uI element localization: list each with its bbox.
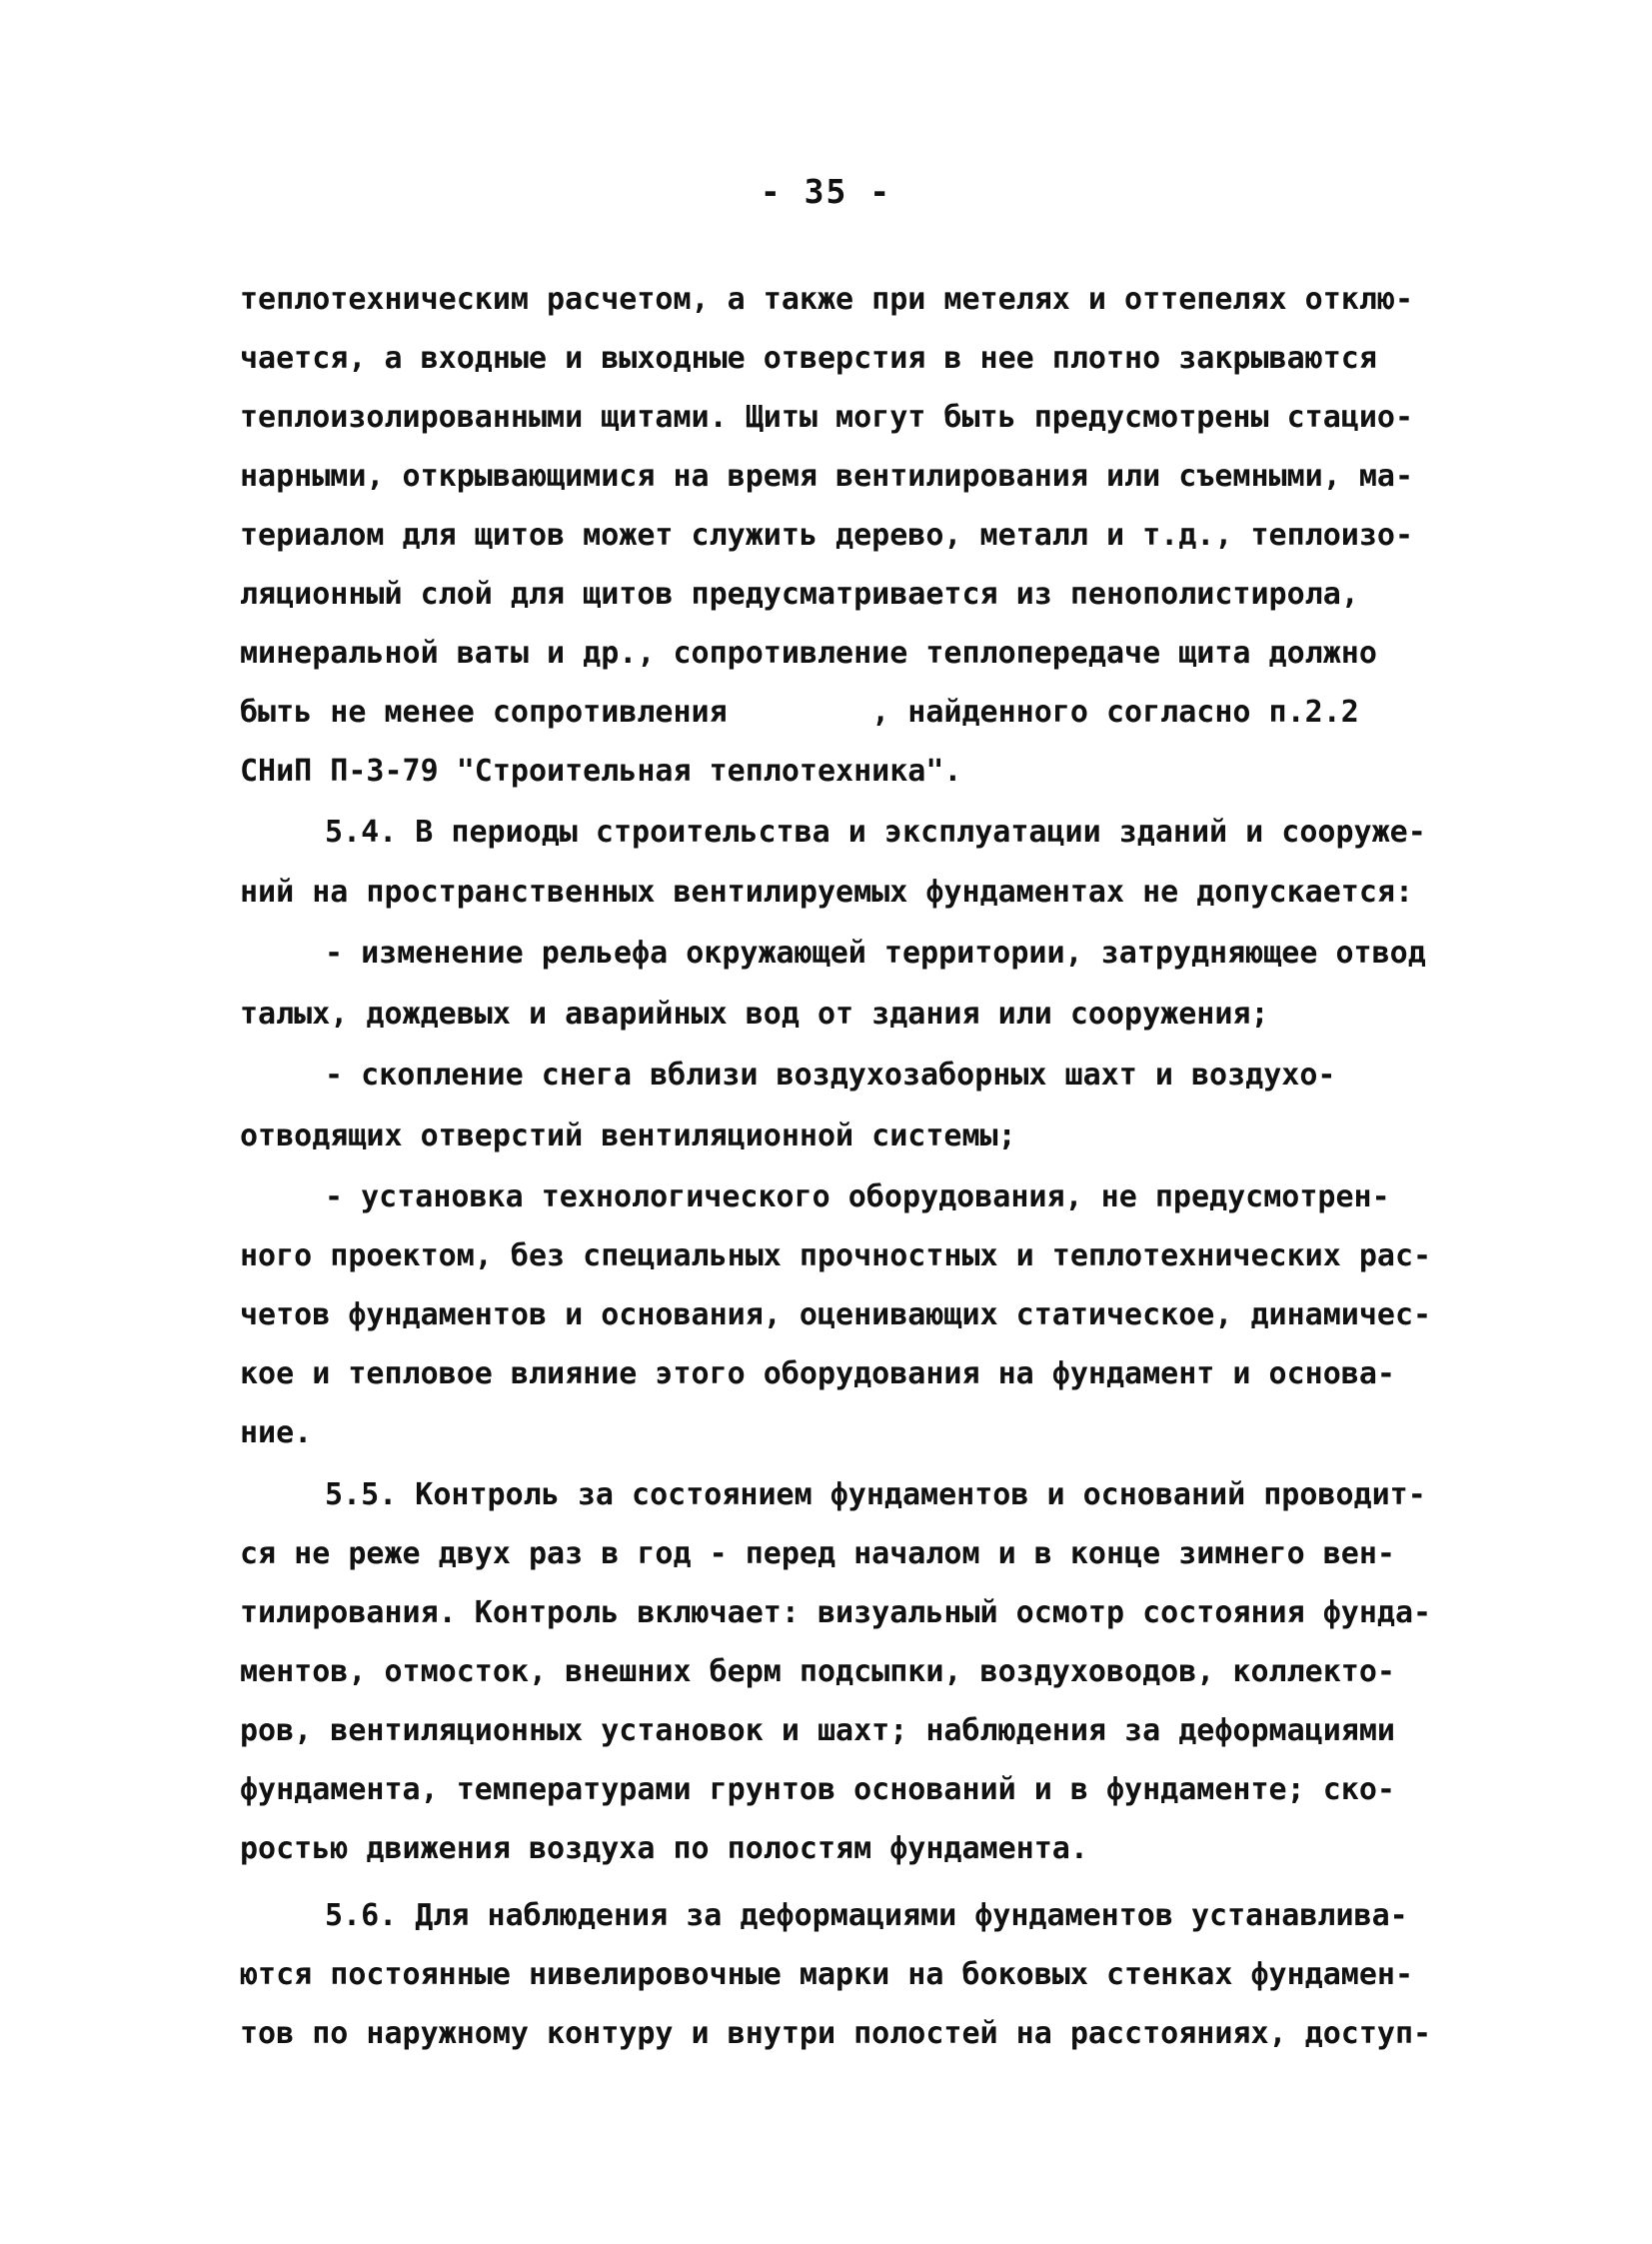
text-line: ров, вентиляционных установок и шахт; наблюдения за деформациями [240,1713,1395,1748]
text-line: талых, дождевых и аварийных вод от здания или сооружения; [240,997,1269,1032]
text-line: быть не менее сопротивления , найденного согласно п.2.2 [240,695,1359,730]
text-line: ние. [240,1415,313,1450]
text-line: нарными, открывающимися на время вентилирования или съемными, ма- [240,459,1413,494]
text-line: отводящих отверстий вентиляционной системы; [240,1119,1016,1153]
text-line: ментов, отмосток, внешних берм подсыпки, воздуховодов, коллекто- [240,1654,1395,1689]
text-line: тов по наружному контуру и внутри полостей на расстояниях, доступ- [240,2016,1432,2051]
text-line: ного проектом, без специальных прочностных и теплотехнических рас- [240,1238,1432,1273]
text-line: чается, а входные и выходные отверстия в нее плотно закрываются [240,341,1377,376]
text-line: - изменение рельефа окружающей территории, затрудняющее отвод [325,936,1426,971]
text-line: ются постоянные нивелировочные марки на боковых стенках фундамен- [240,1957,1413,1992]
text-line: ний на пространственных вентилируемых фундаментах не допускается: [240,875,1413,910]
text-line: четов фундаментов и основания, оценивающих статическое, динамичес- [240,1297,1432,1332]
text-line: ляционный слой для щитов предусматривается из пенополистирола, [240,577,1359,612]
text-line: 5.5. Контроль за состоянием фундаментов и оснований проводит- [325,1477,1426,1512]
text-line: тилирования. Контроль включает: визуальный осмотр состояния фунда- [240,1595,1432,1630]
text-line: кое и тепловое влияние этого оборудования на фундамент и основа- [240,1356,1395,1391]
text-line: 5.4. В периоды строительства и эксплуатации зданий и сооруже- [325,815,1426,850]
text-line: - установка технологического оборудования, не предусмотрен- [325,1179,1390,1214]
text-line: - скопление снега вблизи воздухозаборных шахт и воздухо- [325,1058,1336,1093]
text-line: теплотехническим расчетом, а также при метелях и оттепелях отклю- [240,282,1413,317]
text-line: СНиП П-3-79 "Строительная теплотехника". [240,754,962,789]
text-line: теплоизолированными щитами. Щиты могут быть предусмотрены стацио- [240,400,1413,435]
text-line: ся не реже двух раз в год - перед началом и в конце зимнего вен- [240,1536,1395,1571]
text-line: фундамента, температурами грунтов оснований и в фундаменте; ско- [240,1772,1395,1807]
text-line: ростью движения воздуха по полостям фундамента. [240,1831,1088,1866]
text-line: минеральной ваты и др., сопротивление теплопередаче щита должно [240,636,1377,671]
text-line: 5.6. Для наблюдения за деформациями фундаментов устанавлива- [325,1898,1408,1933]
page-number: - 35 - [760,172,892,211]
text-line: териалом для щитов может служить дерево, металл и т.д., теплоизо- [240,518,1413,553]
